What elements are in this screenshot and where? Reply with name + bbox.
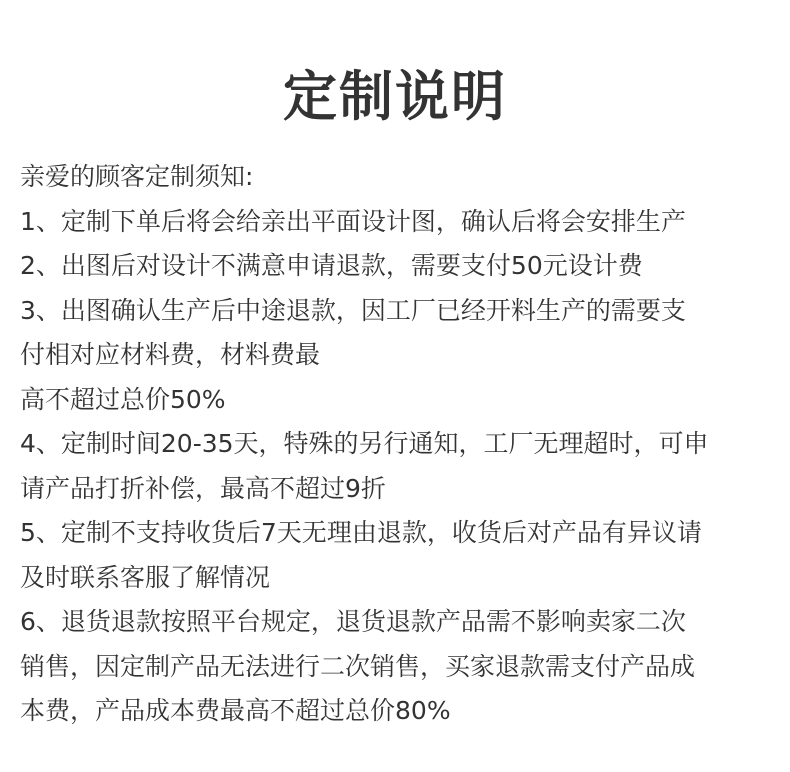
instruction-line: 本费，产品成本费最高不超过总价80% — [20, 696, 451, 725]
instruction-line: 高不超过总价50% — [20, 384, 226, 414]
instruction-line: 3、出图确认生产后中途退款，因工厂已经开料生产的需要支 — [20, 295, 686, 325]
instruction-line: 6、退货退款按照平台规定，退货退款产品需不影响卖家二次 — [20, 607, 686, 636]
greeting-line: 亲爱的顾客定制须知: — [20, 162, 254, 191]
instruction-line: 销售，因定制产品无法进行二次销售，买家退款需支付产品成 — [20, 651, 696, 681]
instruction-line: 付相对应材料费，材料费最 — [20, 340, 321, 369]
instruction-line: 请产品打折补偿，最高不超过9折 — [20, 473, 386, 503]
instruction-line: 5、定制不支持收货后7天无理由退款，收货后对产品有异议请 — [20, 518, 702, 547]
instruction-line: 4、定制时间20-35天，特殊的另行通知，工厂无理超时，可申 — [20, 429, 709, 458]
instruction-line: 1、定制下单后将会给亲出平面设计图，确认后将会安排生产 — [20, 206, 686, 236]
instruction-line: 及时联系客服了解情况 — [20, 562, 271, 592]
instruction-line: 2、出图后对设计不满意申请退款，需要支付50元设计费 — [20, 251, 643, 280]
page-title: 定制说明 — [283, 65, 507, 128]
instructions-body — [20, 155, 780, 734]
